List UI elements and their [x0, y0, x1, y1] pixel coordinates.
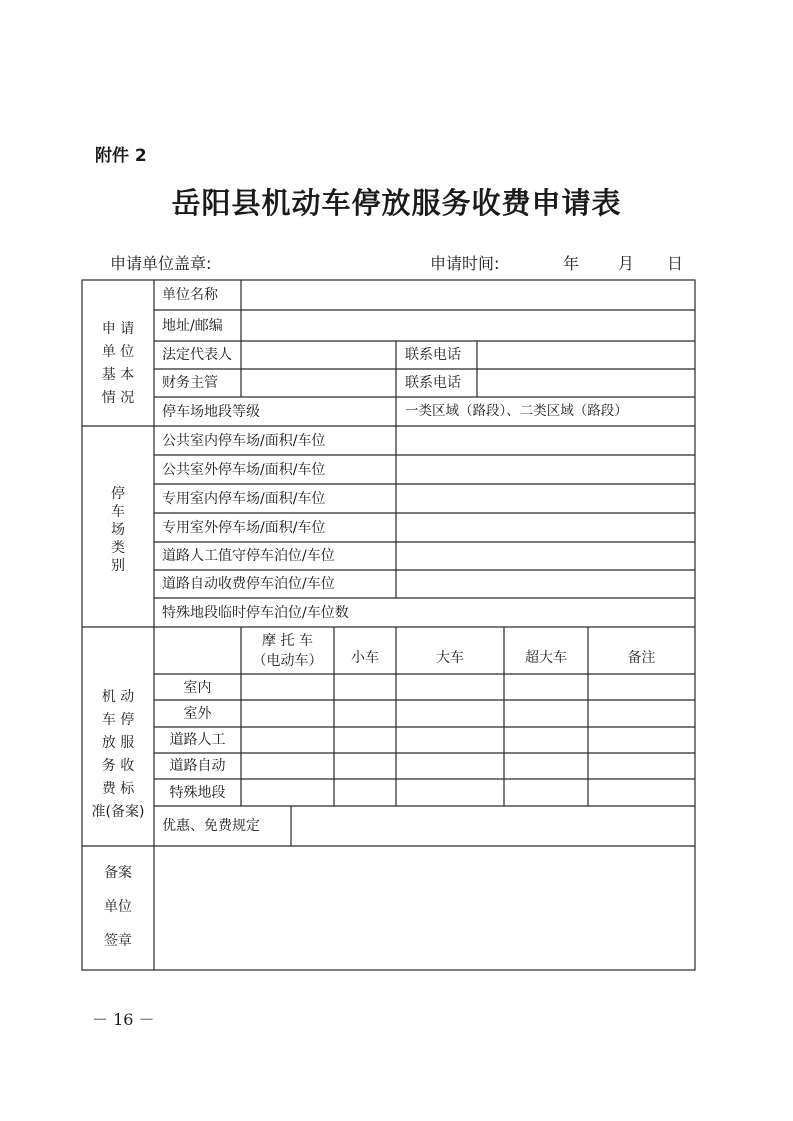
parking-type-row: 专用室外停车场/面积/车位 — [162, 520, 326, 536]
section-label-line: 放 服 — [101, 735, 135, 751]
section-label-line: 签章 — [104, 933, 132, 949]
parking-type-row: 专用室内停车场/面积/车位 — [162, 491, 326, 507]
large-car-header: 大车 — [436, 650, 464, 666]
fee-row-label: 道路人工 — [169, 732, 226, 748]
section-label-line: 类 — [111, 540, 125, 556]
motorcycle-header: 摩 托 车 — [262, 633, 313, 649]
page-title: 岳阳县机动车停放服务收费申请表 — [171, 186, 622, 220]
parking-grade-label: 停车场地段等级 — [162, 404, 260, 420]
small-car-header: 小车 — [351, 650, 379, 666]
section-label-line: 机 动 — [101, 689, 135, 705]
apply-time-label: 申请时间: — [430, 254, 500, 273]
fee-row-label: 室外 — [183, 706, 212, 722]
parking-grade-value: 一类区域（路段）、二类区域（路段） — [405, 403, 628, 419]
section-label-line: 申 请 — [101, 321, 135, 337]
e-bike-header: （电动车） — [252, 653, 323, 669]
parking-type-row: 公共室内停车场/面积/车位 — [162, 433, 326, 449]
section-label-line: 情 况 — [101, 390, 135, 406]
finance-manager-label: 财务主管 — [162, 375, 218, 391]
contact-phone-label: 联系电话 — [405, 375, 461, 391]
extra-large-car-header: 超大车 — [525, 650, 567, 666]
section-label-line: 车 — [111, 504, 125, 520]
parking-type-row: 公共室外停车场/面积/车位 — [162, 462, 326, 478]
applicant-seal-label: 申请单位盖章: — [110, 254, 212, 273]
discount-rules-label: 优惠、免费规定 — [162, 818, 260, 834]
day-label: 日 — [667, 254, 684, 273]
page-number: － 16 － — [92, 1010, 155, 1029]
fee-row-label: 室内 — [183, 680, 212, 696]
address-label: 地址/邮编 — [162, 318, 223, 334]
month-label: 月 — [618, 254, 635, 273]
section-label-line: 场 — [111, 522, 125, 538]
section-label-line: 务 收 — [101, 758, 135, 774]
parking-type-row: 道路自动收费停车泊位/车位 — [162, 576, 335, 592]
section-label-line: 基 本 — [101, 367, 135, 383]
section-label-line: 停 — [111, 486, 125, 502]
section-label-line: 单 位 — [101, 344, 135, 360]
section-label-line: 车 停 — [101, 712, 135, 728]
fee-row-label: 道路自动 — [169, 758, 226, 774]
parking-type-row: 特殊地段临时停车泊位/车位数 — [162, 605, 349, 621]
section-fee-standard-label — [84, 690, 152, 819]
legal-rep-label: 法定代表人 — [162, 347, 232, 363]
section-basic-info-label — [90, 322, 146, 405]
remarks-header: 备注 — [627, 650, 656, 666]
section-label-line: 费 标 — [101, 781, 135, 797]
section-label-line: 单位 — [104, 899, 132, 915]
year-label: 年 — [563, 254, 580, 273]
fee-row-label: 特殊地段 — [169, 785, 226, 801]
attachment-label: 附件 2 — [95, 146, 147, 166]
unit-name-label: 单位名称 — [162, 287, 218, 303]
section-label-line: 准(备案) — [91, 804, 145, 820]
section-label-line: 备案 — [104, 865, 132, 881]
section-parking-type-label — [90, 485, 146, 575]
section-filing-seal-label — [90, 866, 146, 948]
section-label-line: 别 — [111, 558, 125, 574]
contact-phone-label: 联系电话 — [405, 347, 461, 363]
parking-type-row: 道路人工值守停车泊位/车位 — [162, 548, 335, 564]
